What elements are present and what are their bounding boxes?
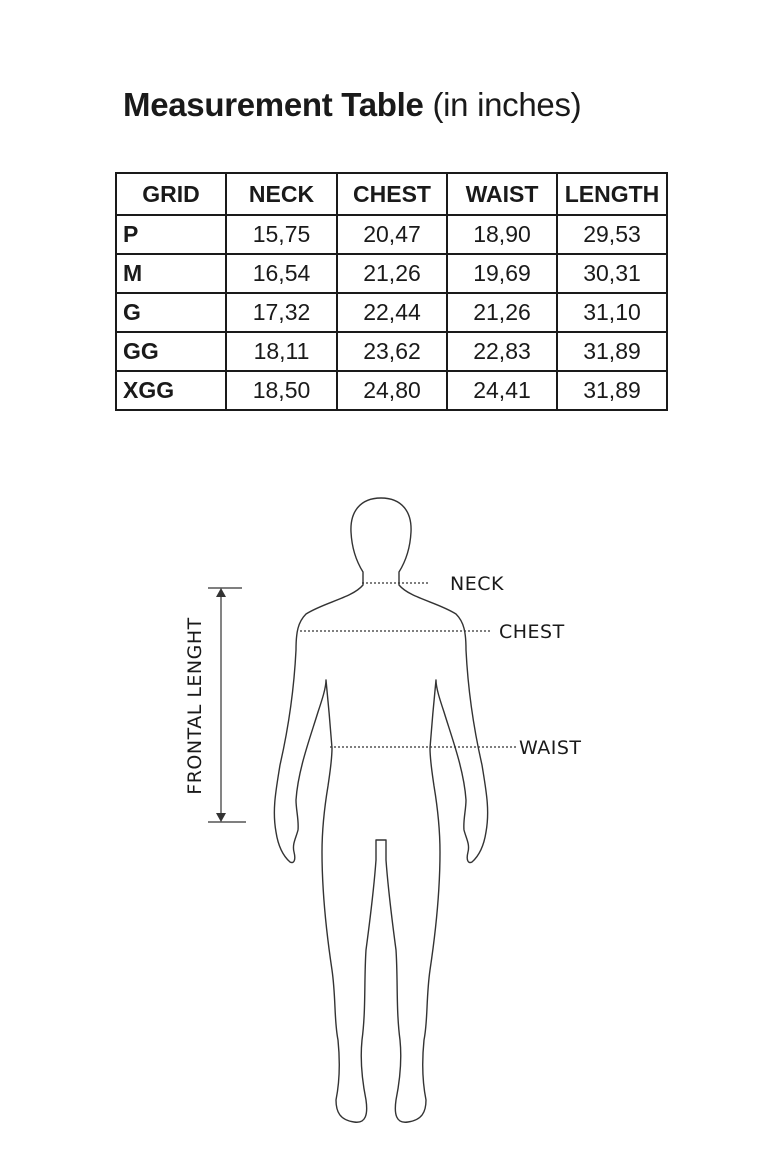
- table-cell: 31,89: [557, 332, 667, 371]
- column-header-waist: WAIST: [447, 173, 557, 215]
- measurement-table: [115, 172, 668, 411]
- chest-label: CHEST: [499, 621, 565, 643]
- title-unit: (in inches): [432, 86, 582, 123]
- waist-label: WAIST: [519, 737, 582, 759]
- table-cell-size: GG: [116, 332, 226, 371]
- table-cell-size: P: [116, 215, 226, 254]
- table-cell-size: G: [116, 293, 226, 332]
- body-measurement-diagram: [0, 460, 780, 1160]
- table-row: [116, 215, 667, 254]
- table-cell: 24,80: [337, 371, 447, 410]
- table-cell: 22,44: [337, 293, 447, 332]
- table-cell: 17,32: [226, 293, 337, 332]
- table-cell-size: M: [116, 254, 226, 293]
- table-cell: 31,89: [557, 371, 667, 410]
- table-row: [116, 371, 667, 410]
- table-cell: 18,90: [447, 215, 557, 254]
- table-cell: 18,50: [226, 371, 337, 410]
- table-cell: 24,41: [447, 371, 557, 410]
- page-title: [123, 86, 581, 124]
- table-cell: 20,47: [337, 215, 447, 254]
- table-cell: 16,54: [226, 254, 337, 293]
- table-row: [116, 332, 667, 371]
- title-main: Measurement Table: [123, 86, 424, 123]
- table-row: [116, 293, 667, 332]
- table-cell: 22,83: [447, 332, 557, 371]
- table-row: [116, 254, 667, 293]
- table-cell: 18,11: [226, 332, 337, 371]
- length-arrow-head-bottom: [216, 813, 226, 822]
- length-arrow-head-top: [216, 588, 226, 597]
- table-cell: 21,26: [337, 254, 447, 293]
- neck-label: NECK: [450, 573, 504, 595]
- table-cell: 29,53: [557, 215, 667, 254]
- table-cell: 21,26: [447, 293, 557, 332]
- column-header-neck: NECK: [226, 173, 337, 215]
- table-cell-size: XGG: [116, 371, 226, 410]
- table-cell: 23,62: [337, 332, 447, 371]
- table-cell: 31,10: [557, 293, 667, 332]
- column-header-grid: GRID: [116, 173, 226, 215]
- measurement-guides: [208, 583, 518, 822]
- table-header-row: [116, 173, 667, 215]
- column-header-chest: CHEST: [337, 173, 447, 215]
- table-cell: 15,75: [226, 215, 337, 254]
- column-header-length: LENGTH: [557, 173, 667, 215]
- frontal-length-label: FRONTAL LENGHT: [184, 617, 206, 795]
- table-cell: 19,69: [447, 254, 557, 293]
- table-cell: 30,31: [557, 254, 667, 293]
